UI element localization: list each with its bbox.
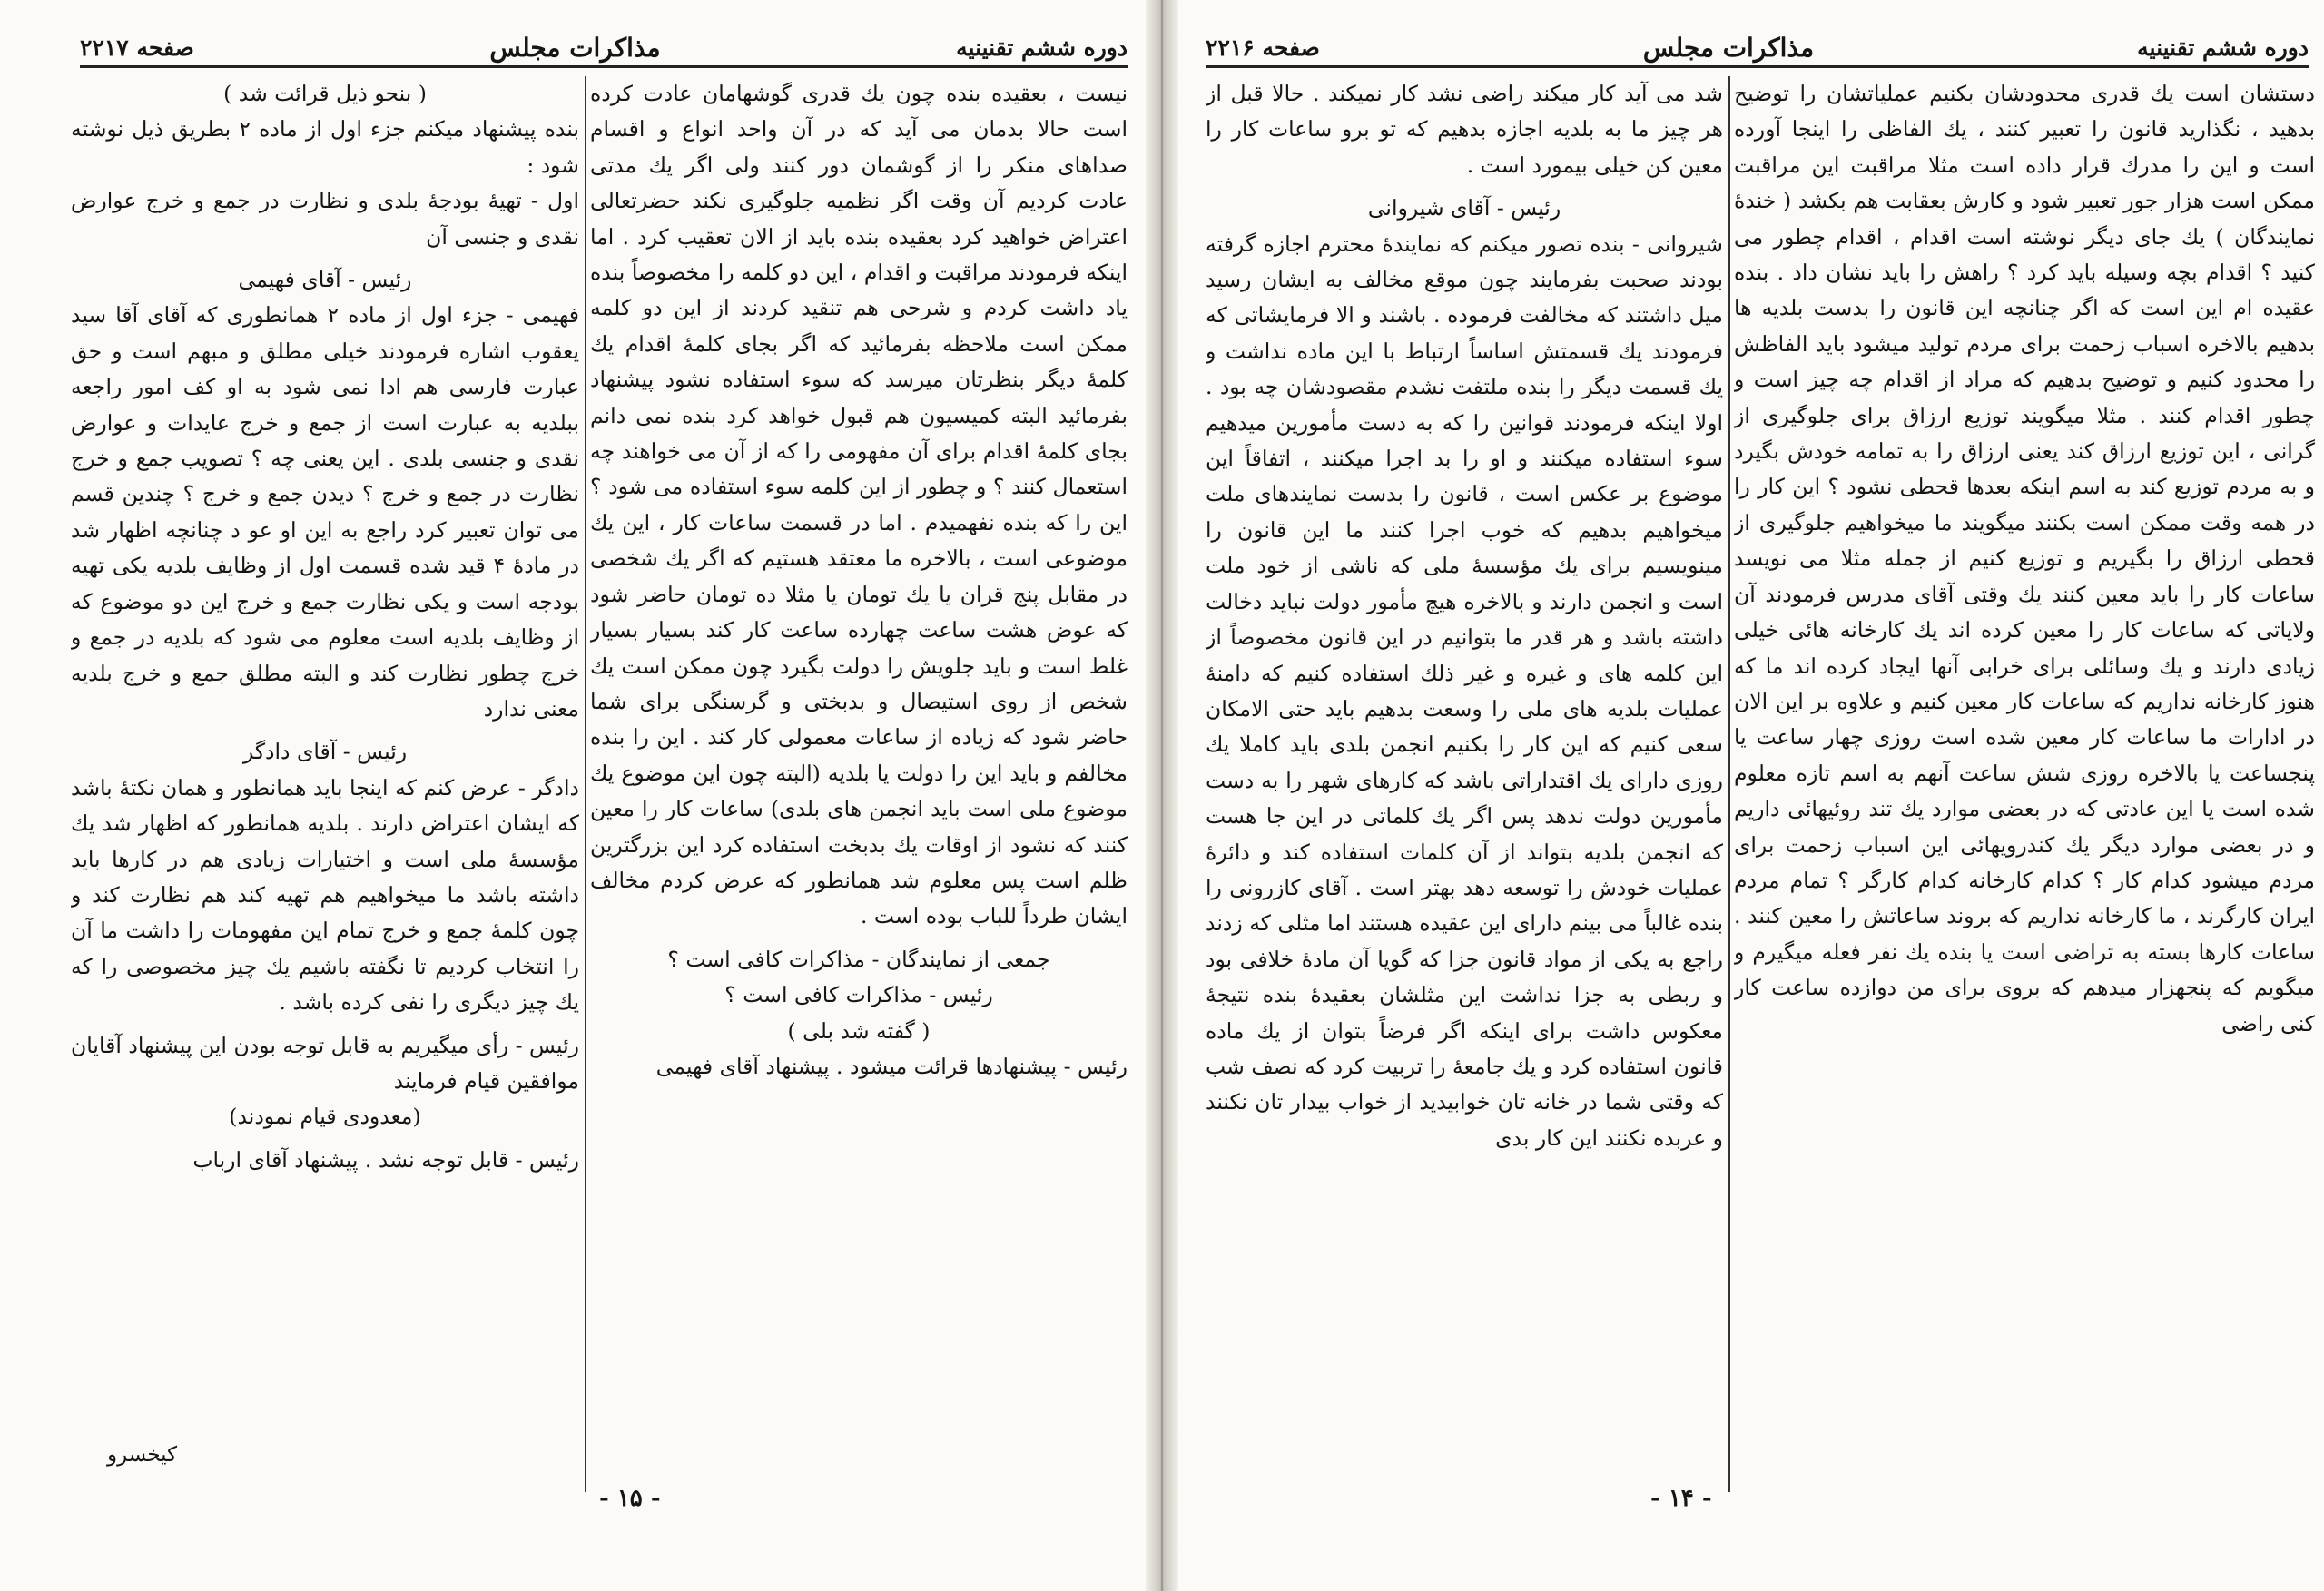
session-label: دوره ششم تقنینیه	[2137, 34, 2309, 61]
right-page-left-column	[1206, 76, 1723, 1478]
column-divider	[585, 76, 586, 1492]
paragraph: اول - تهیهٔ بودجهٔ بلدی و نظارت در جمع و خرج عوارض نقدی و جنسی آن	[71, 188, 579, 250]
paragraph: رئیس - قابل توجه نشد . پیشنهاد آقای ارباب	[192, 1146, 579, 1173]
column-divider	[1728, 76, 1730, 1492]
paragraph: رئیس - آقای شیروانی	[1367, 195, 1561, 221]
paragraph: جمعی از نمایندگان - مذاکرات کافی است ؟	[667, 946, 1050, 972]
paragraph: شد می آید کار میکند راضی نشد کار نمیکند . حالا قبل از هر چیز ما به بلدیه اجازه بدهیم که تو برو ساعات کار را معین کن خیلی بیمورد است .	[1206, 81, 1723, 178]
paragraph: نیست ، بعقیده بنده چون یك قدری گوشهامان عادت کرده است حالا بدمان می آید که در آن واحد انواع و اقسام صداهای منکر را از گوشمان دور کنند ولی اگر یك مدتی عادت کردیم آن وقت اگر نظمیه جلوگیری نکند حضرتعالی اعتراض خواهید کرد بعقیده بنده باید از الان تعقیب کرد . اما اینکه فرمودند مراقبت و اقدام ، این دو کلمه را مخصوصاً بنده یاد داشت کردم و شرحی هم تنقید کردند از این دو کلمه ممکن است ملاحظه بفرمائید که اگر بجای کلمهٔ اقدام یك کلمهٔ دیگر بنظرتان میرسد که سوء استفاده نشود پیشنهاد بفرمائید البته کمیسیون هم قبول خواهد کرد بنده نمی دانم بجای کلمهٔ اقدام برای آن مفهومی را که از آن می خواهند چه استعمال کنند ؟ و چطور از این کلمه سوء استفاده می شود ؟ این را که بنده نفهمیدم . اما در قسمت ساعات کار ، این یك موضوعی است ، بالاخره ما معتقد هستیم که اگر یك شخصی در مقابل پنج قران یا یك تومان یا مثلا ده تومان حاضر شود که عوض هشت ساعت چهارده ساعت کار کند بسیار بسیار غلط است و باید جلویش را دولت بگیرد چون ممکن است یك شخص از روی استیصال و بدبختی و گرسنگی برای شما حاضر شود که زیاده از ساعات معمولی کار کند . این را بنده مخالفم و باید این را دولت یا بلدیه (البته چون این موضوع یك موضوع ملی است باید انجمن های بلدی) ساعات کار را معین کنند که نشود از اوقات یك بدبخت استفاده کرد این بزرگترین ظلم است پس معلوم شد همانطور که عرض کردم مخالف ایشان طرداً للباب بوده است .	[590, 81, 1128, 929]
paragraph: فهیمی - جزء اول از ماده ۲ همانطوری که آقای آقا سید یعقوب اشاره فرمودند خیلی مطلق و مبهم است و حق عبارت فارسی هم ادا نمی شود به او کف امور راجعه ببلدیه به عبارت است از جمع و خرج عایدات و عوارض نقدی و جنسی بلدی . این یعنی چه ؟ تصویب جمع و خرج نظارت در جمع و خرج ؟ دیدن جمع و خرج ؟ چندین قسم می توان تعبیر کرد راجع به این او عو د چنانچه اظهار شد در مادهٔ ۴ قید شده قسمت اول از وظایف بلدیه یکی تهیه بودجه است و یکی نظارت جمع و خرج این دو موضوع که از وظایف بلدیه است معلوم می شود که بلدیه در جمع و خرج چطور نظارت کند و البته مطلق جمع و خرج بلدیه معنی ندارد	[71, 302, 579, 722]
header-rule	[1206, 65, 2309, 68]
journal-title: مذاکرات مجلس	[489, 32, 661, 63]
journal-title: مذاکرات مجلس	[1642, 32, 1815, 63]
paragraph: رئیس - رأی میگیریم به قابل توجه بودن این پیشنهاد آقایان موافقین قیام فرمایند	[71, 1032, 579, 1094]
page-number-label: صفحه ۲۲۱۷	[80, 34, 194, 61]
left-page-header	[80, 29, 1128, 65]
paragraph: ( گفته شد بلی )	[787, 1017, 931, 1044]
paragraph: دادگر - عرض کنم که اینجا باید همانطور و همان نکتهٔ باشد که ایشان اعتراض دارند . بلدیه همانطور که اظهار شد یك مؤسسهٔ ملی است و اختیارات زیادی هم در کارها باید داشته باشد ما میخواهیم هم تهیه کند هم نظارت کند و چون کلمهٔ جمع و خرج تمام این مفهومات را داشت ما آن را انتخاب کردیم تا نگفته باشیم یك چیز مخصوصی را که یك چیز دیگری را نفی کرده باشد .	[71, 774, 579, 1016]
page-number-label: صفحه ۲۲۱۶	[1206, 34, 1320, 61]
paragraph: (معدودی قیام نمودند)	[229, 1104, 421, 1130]
left-page	[0, 0, 1146, 1591]
paragraph: رئیس - آقای دادگر	[242, 739, 408, 765]
right-page-header	[1206, 29, 2309, 65]
folio-number: - ۱۴ -	[1650, 1485, 1712, 1512]
left-page-left-column	[71, 76, 579, 1478]
paragraph: رئیس - مذاکرات کافی است ؟	[724, 982, 993, 1008]
paragraph: شیروانی - بنده تصور میکنم که نمایندهٔ محترم اجازه گرفته بودند صحبت بفرمایند چون موقع مخالف به ایشان رسید میل داشتند که مخالفت فرموده . باشند و الا فرمایشاتی که فرمودند یك قسمتش اساساً ارتباط با این ماده نداشت و یك قسمت دیگر را بنده ملتفت نشدم مقصودشان چه بود . اولا اینکه فرمودند قوانین را که به دست مأمورین میدهیم سوء استفاده میکنند و او را بد اجرا میکنند ، اتفاقاً این موضوع بر عکس است ، قانون را بدست نمایندهای ملت میخواهیم بدهیم که خوب اجرا کنند ما این قانون را مینویسیم برای یك مؤسسهٔ ملی که ناشی از خود ملت است و انجمن دارند و بالاخره هیچ مأمور دولت نباید دخالت داشته باشد و هر قدر ما بتوانیم در این قانون مخصوصاً از این کلمه های و غیره و غیر ذلك استفاده کنیم که دامنهٔ عملیات بلدیه های ملی را وسعت بدهیم باید حتی الامکان سعی کنیم که این کار را بکنیم انجمن بلدی باید کاملا یك روزی دارای یك اقتداراتی باشد که کارهای شهر را به دست مأمورین دولت ندهد پس اگر یك کلماتی در این جا هست که انجمن بلدیه بتواند از آن کلمات استفاده کند و دائرهٔ عملیات خودش را توسعه دهد بهتر است . آقای کازرونی را بنده غالباً می بینم دارای این عقیده هستند اما مثلی که زدند راجع به یکی از مواد قانون جزا که گویا آن مادهٔ خلافی بود و ربطی به جزا نداشت این مثلشان بعقیدهٔ بنده نتیجهٔ معکوس داشت برای اینکه اگر فرضاً بتوان از یك ماده قانون استفاده کرد و یك جامعهٔ را تربیت کرد که نصف شب که وقتی شما در خانه تان خوابیدید از خواب بیدار تان نکنند و عربده نکنند این کار بدی	[1206, 231, 1723, 1151]
header-rule	[80, 65, 1128, 68]
paragraph: دستشان است یك قدری محدودشان بکنیم عملیاتشان را توضیح بدهید ، نگذارید قانون را تعبیر کنند ، یك الفاظی را اینجا آورده است و این را مدرك قرار داده است مثلا مراقبت این مراقبت ممکن است هزار جور تعبیر شود و کارش بعقابت هم بکشد ( خندهٔ نمایندگان ) یك جای دیگر نوشته است اقدام ، اقدام چطور می کنید ؟ اقدام بچه وسیله باید کرد ؟ راهش را باید نشان داد . بنده عقیده ام این است که اگر چنانچه این قانون را بدست بلدیه ها بدهیم بالاخره اسباب زحمت برای مردم تولید میشود باید الفاظش را محدود کنیم و توضیح بدهیم که مراد از اقدام چه چیز است و چطور اقدام کنند . مثلا میگویند توزیع ارزاق برای جلوگیری از گرانی ، این توزیع ارزاق کند یعنی ارزاق را به تمامه خودش بگیرد و به مردم توزیع کند به اسم اینکه بعدها قحطی نشود ؟ این کار را در همه وقت ممکن است بکنند میگویند ما میخواهیم جلوگیری از قحطی ارزاق را بگیریم و توزیع کنیم از جمله مثلا می نویسد ساعات کار را باید معین کنند یك وقتی آقای مدرس فرمودند آن ولایاتی که ساعات کار را معین کرده اند یك کارخانه هائی خیلی زیادی دارند و یك وسائلی برای خرابی آنها ایجاد کرده اند ما که هنوز کارخانه نداریم که ساعات کار معین کنیم و علاوه بر این الان در ادارات ما ساعات کار معین شده است روزی چهار ساعت یا پنجساعت یا بالاخره روزی شش ساعت آنهم به اسم تازه معلوم شده است یا این عادتی که در بعضی موارد یك تند روئیهائی داریم و در بعضی موارد دیگر یك کندرویهائی این اسباب زحمت برای مردم میشود کدام کار ؟ کدام کارخانه کدام کارگر ؟ تمام مردم ایران کارگرند ، ما کارخانه نداریم که بروند ساعاتش را معین کنند . ساعات کارها بسته به تراضی است یا بنده یك نفر فعله میگیرم و میگویم که پنجهزار میدهم که بروی برای من دوازده ساعت کار کنی راضی	[1734, 81, 2315, 1036]
catchword: کیخسرو	[107, 1443, 178, 1467]
right-page	[1178, 0, 2324, 1591]
paragraph: ( بنحو ذیل قرائت شد )	[223, 81, 427, 106]
paragraph: بنده پیشنهاد میکنم جزء اول از ماده ۲ بطریق ذیل نوشته شود :	[71, 116, 579, 178]
paragraph: رئیس - آقای فهیمی	[238, 267, 412, 293]
folio-number: - ۱۵ -	[599, 1485, 661, 1512]
session-label: دوره ششم تقنینیه	[956, 34, 1128, 61]
paragraph: رئیس - پیشنهادها قرائت میشود . پیشنهاد آقای فهیمی	[655, 1053, 1128, 1079]
right-page-right-column	[1734, 76, 2315, 1478]
book-gutter	[1146, 0, 1178, 1591]
left-page-right-column	[590, 76, 1128, 1478]
